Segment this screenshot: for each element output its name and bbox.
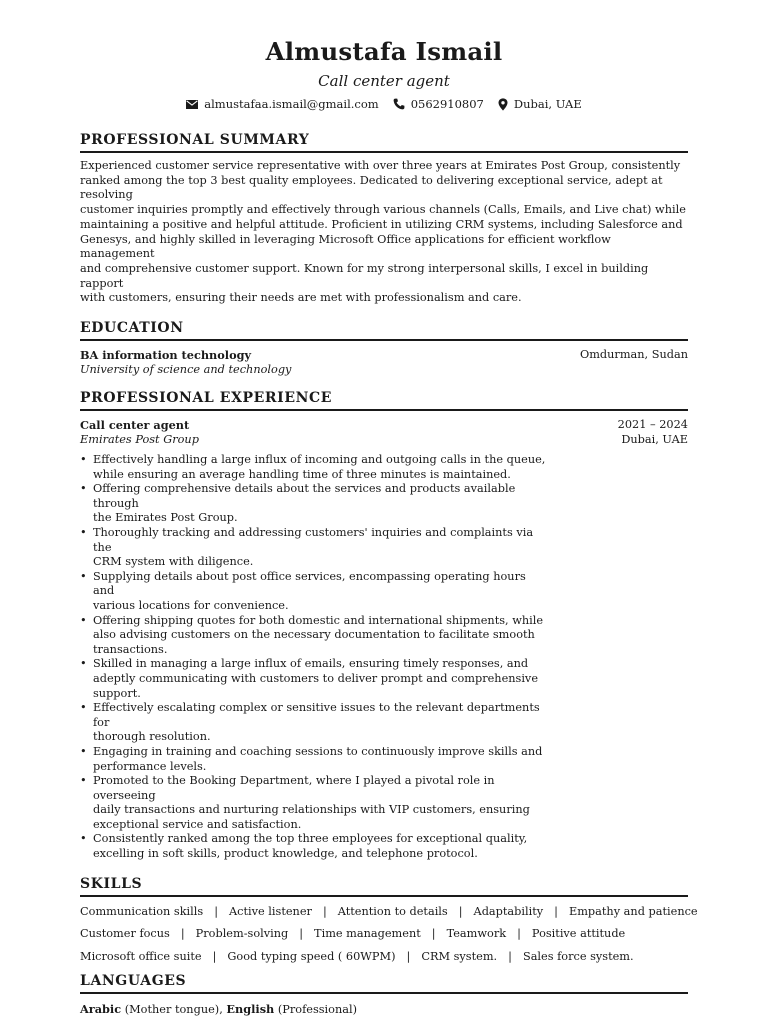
list-item: • Consistently ranked among the top three employees for exceptional quality, excelling in soft skills, product knowledge, and telephone protocol. [80,832,550,861]
skill-item: CRM system. [421,950,498,964]
skills-heading: SKILLS [80,875,688,897]
job-row [80,418,688,433]
summary-line: Experienced customer service representative with over three years at Emirates Post Group, consistently [80,159,681,172]
experience-heading: PROFESSIONAL EXPERIENCE [80,389,688,411]
list-item: • Offering comprehensive details about the services and products available through the Emirates Post Group. [80,482,550,526]
list-item: • Promoted to the Booking Department, where I played a pivotal role in overseeing daily transactions and nurturing relationships with VIP customers, ensuring exceptional service and satisfaction. [80,774,550,832]
company-name: Emirates Post Group [80,432,199,446]
contact-email[interactable] [186,96,378,112]
contact-location [498,96,582,112]
summary-line: maintaining a positive and helpful attitude. Proficient in utilizing CRM systems, including Salesforce and [80,217,683,231]
summary-heading: PROFESSIONAL SUMMARY [80,131,688,153]
list-item: • Thoroughly tracking and addressing customers' inquiries and complaints via the CRM system with diligence. [80,526,550,570]
contact-phone[interactable] [393,96,484,112]
skill-item: Positive attitude [531,927,626,941]
skill-item: Customer focus [80,927,170,941]
job-title: Call center agent [318,72,450,90]
languages-list: Arabic (Mother tongue), English (Professional) [80,1001,357,1016]
location-pin-icon [498,98,508,111]
phone-text: 0562910807 [410,97,484,111]
list-item: • Effectively handling a large influx of incoming and outgoing calls in the queue, while ensuring an average handling time of three minutes is maintained. [80,453,550,482]
skill-item: Empathy and patience [568,904,698,918]
job-dates: 2021 – 2024 [617,418,688,432]
job-role: Call center agent [80,418,190,433]
language-level: (Mother tongue) [124,1002,220,1016]
skill-item: Communication skills [80,904,204,918]
summary-text [80,159,688,306]
phone-icon [393,98,405,110]
language-name: Arabic [80,1001,122,1016]
envelope-icon [186,100,198,109]
school-name: University of science and technology [80,362,292,376]
skill-item: Active listener [229,904,312,918]
education-row [80,348,688,363]
company-row [80,433,688,448]
skill-item: Sales force system. [522,950,634,964]
skill-item: Good typing speed ( 60WPM) [227,950,396,964]
education-heading: EDUCATION [80,319,688,341]
list-item: • Offering shipping quotes for both domestic and international shipments, while also advising customers on the necessary documentation to facilitate smooth transactions. [80,614,550,658]
degree: BA information technology [80,348,252,363]
language-name: English [226,1001,275,1016]
skill-item: Adaptability [473,904,544,918]
list-item: • Skilled in managing a large influx of emails, ensuring timely responses, and adeptly communicating with customers to deliver prompt and comprehensive support. [80,657,550,701]
list-item: • Supplying details about post office services, encompassing operating hours and various locations for convenience. [80,570,550,614]
experience-section [80,389,688,862]
list-item: • Effectively escalating complex or sensitive issues to the relevant departments for thorough resolution. [80,701,550,745]
summary-line: and comprehensive customer support. Known for my strong interpersonal skills, I excel in building rapport [80,261,649,290]
skill-item: Time management [314,927,421,941]
skills-section [80,875,698,964]
skill-item: Attention to details [337,904,448,918]
languages-heading: LANGUAGES [80,972,688,994]
candidate-name: Almustafa Ismail [265,37,503,66]
summary-line: Genesys, and highly skilled in leveraging Microsoft Office applications for efficient workflow management [80,232,611,261]
skill-item: Microsoft office suite [80,950,202,964]
summary-line: customer inquiries promptly and effectively through various channels (Calls, Emails, and Live chat) while [80,203,686,217]
contact-bar [80,96,688,112]
skill-item: Problem-solving [195,927,289,941]
email-text: almustafaa.ismail@gmail.com [204,97,379,111]
responsibilities-list [80,453,550,862]
education-location: Omdurman, Sudan [579,348,688,362]
list-item: • Engaging in training and coaching sessions to continuously improve skills and performance levels. [80,745,550,774]
languages-section [80,972,688,1017]
summary-section [80,131,688,306]
skill-item: Teamwork [446,927,507,941]
skills-row: Communication skills | Active listener | Attention to details | Adaptability | Empathy and patience [80,904,698,918]
language-level: (Professional) [277,1002,357,1016]
skills-row: Microsoft office suite | Good typing speed ( 60WPM) | CRM system. | Sales force system. [80,950,634,964]
location-text: Dubai, UAE [513,97,582,111]
job-location: Dubai, UAE [621,432,688,446]
skills-list [80,904,698,964]
skills-row: Customer focus | Problem-solving | Time management | Teamwork | Positive attitude [80,927,626,941]
summary-line: ranked among the top 3 best quality employees. Dedicated to delivering exceptional service, adept at resolving [80,173,663,202]
summary-line: with customers, ensuring their needs are met with professionalism and care. [80,291,522,305]
education-section [80,319,688,377]
